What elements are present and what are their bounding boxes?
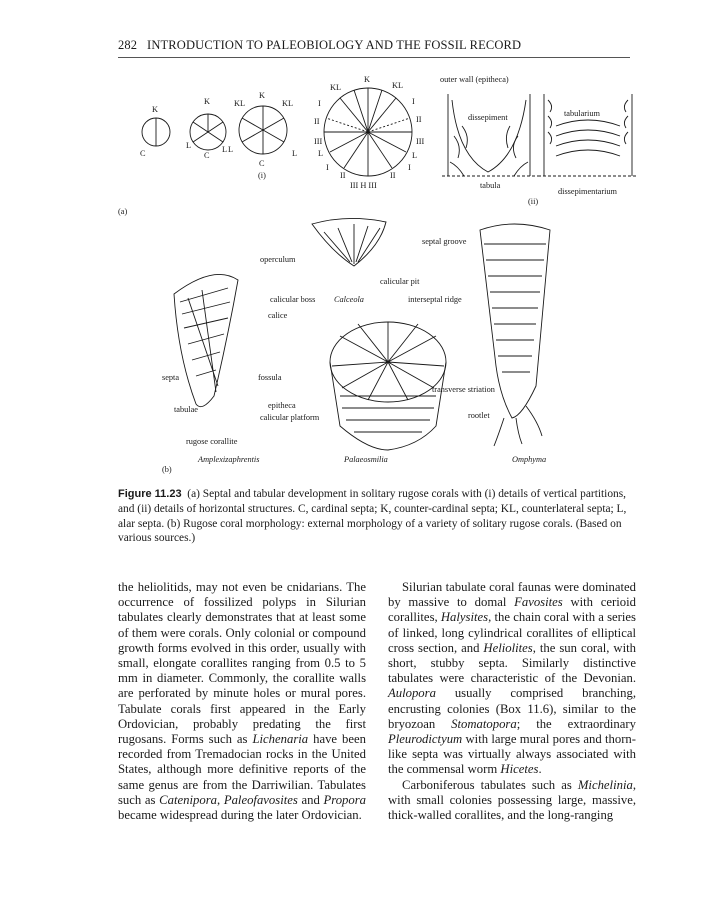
label-calicular-platform: calicular platform [260, 413, 320, 422]
section-tabularium [538, 94, 636, 176]
right-column [388, 580, 636, 823]
running-title: INTRODUCTION TO PALEOBIOLOGY AND THE FOSSIL RECORD [147, 38, 522, 52]
label-i-4c: I [326, 163, 329, 172]
septa-circle-1 [142, 118, 170, 146]
running-header [118, 38, 521, 53]
label-rugose-corallite: rugose corallite [186, 437, 238, 446]
label-operculum: operculum [260, 255, 296, 264]
label-epitheca: epitheca [268, 401, 296, 410]
label-tabula: tabula [480, 181, 501, 190]
label-rootlet: rootlet [468, 411, 490, 420]
label-k-3: K [259, 91, 265, 100]
caption-text: (a) Septal and tabular development in solitary rugose corals with (i) details of vertical partitions, and (ii) details of horizontal structures. C, cardinal septa; K, counter-cardinal septa; KL, counterlateral septa; L, alar septa. (b) Rugose coral morphology: external morphology of a variety of solitary rugose corals. (Based on various sources.) [118, 488, 627, 545]
label-dissepiment: dissepiment [468, 113, 508, 122]
figure-11-23 [118, 66, 638, 478]
label-calicular-pit: calicular pit [380, 277, 420, 286]
label-l-2: L [186, 141, 192, 150]
page-number: 282 [118, 38, 138, 52]
label-septa: septa [162, 373, 180, 382]
septa-circle-3 [239, 106, 287, 154]
label-i-4d: I [408, 163, 411, 172]
label-part-b: (b) [162, 465, 172, 474]
septa-circle-4 [324, 88, 412, 176]
label-calceola: Calceola [334, 295, 364, 304]
label-part-a: (a) [118, 207, 128, 216]
label-outer-wall: outer wall (epitheca) [440, 75, 509, 84]
label-kl-4a: KL [330, 83, 342, 92]
label-tabularium: tabularium [564, 109, 600, 118]
label-k-4: K [364, 75, 370, 84]
label-iii-4b: III [416, 137, 425, 146]
label-iii-4a: III [314, 137, 323, 146]
label-fossula: fossula [258, 373, 282, 382]
label-l-4a: L [318, 149, 324, 158]
label-palaeosmilia: Palaeosmilia [344, 455, 388, 464]
label-tabulae: tabulae [174, 405, 198, 414]
palaeosmilia-coral [330, 322, 446, 450]
label-calicular-boss: calicular boss [270, 295, 316, 304]
figure-number: Figure 11.23 [118, 488, 182, 500]
label-k-2: K [204, 97, 210, 106]
label-dissepimentarium: dissepimentarium [558, 187, 617, 196]
label-calice: calice [268, 311, 288, 320]
figure-illustration [118, 66, 638, 478]
section-dissepiment [442, 94, 538, 176]
label-ii-4c: II [340, 171, 346, 180]
label-sub-ii: (ii) [528, 197, 539, 206]
label-iii-h-iii: III H III [350, 181, 377, 190]
septa-circle-2 [190, 114, 226, 150]
omphyma-coral [480, 224, 550, 446]
label-l-3b: L [292, 149, 298, 158]
label-l-2b: L [222, 145, 228, 154]
label-amplexizaphrentis: Amplexizaphrentis [198, 455, 260, 464]
label-ii-4d: II [390, 171, 396, 180]
label-omphyma: Omphyma [512, 455, 547, 464]
label-septal-groove: septal groove [422, 237, 467, 246]
label-ii-4b: II [416, 115, 422, 124]
calceola-operculum [312, 218, 386, 266]
right-paragraph-2: Carboniferous tabulates such as Michelinia, with small colonies possessing large, massive, thick-walled corallites, and the long-ranging [388, 777, 636, 823]
left-column [118, 580, 366, 823]
label-transverse-striation: transverse striation [432, 385, 495, 394]
label-l-3a: L [228, 145, 234, 154]
label-kl-3a: KL [234, 99, 246, 108]
label-i-4a: I [318, 99, 321, 108]
label-c-2: C [204, 151, 210, 160]
right-paragraph-1: Silurian tabulate coral faunas were dominated by massive to domal Favosites with cerioid corallites, Halysites, the chain coral with a series of linked, long cylindrical corallites of elliptical cross section, and Heliolites, the sun coral, with short, stubby septa. Similarly distinctive tabulates were characteristic of the Devonian. Aulopora usually comprised branching, encrusting colonies (Box 11.6), similar to the bryozoan Stomatopora; the extraordinary Pleurodictyum with large mural pores and thorn-like septa was virtually always associated with the commensal worm Hicetes. [388, 580, 636, 777]
label-c-3: C [259, 159, 265, 168]
label-k-1: K [152, 105, 158, 114]
label-kl-4b: KL [392, 81, 404, 90]
label-c-1: C [140, 149, 146, 158]
figure-caption [118, 487, 634, 546]
label-ii-4a: II [314, 117, 320, 126]
label-i-4b: I [412, 97, 415, 106]
label-kl-3b: KL [282, 99, 294, 108]
left-paragraph: the heliolitids, may not even be cnidarians. The occurrence of fossilized polyps in Silurian tabulates clearly demonstrates that at least some of them were corals. Only colonial or compound growth forms evolved in this order, usually with small, elongate corallites ranging from 0.5 to 5 mm in diameter. Commonly, the corallite walls are perforated by minute holes or mural pores. Tabulate corals first appeared in the Early Ordovician, probably predating the first rugosans. Forms such as Lichenaria have been recorded from Tremadocian rocks in the United States, although more definitive reports of the same genus are from the Darriwilian. Tabulates such as Catenipora, Paleofavosites and Propora became widespread during the later Ordovician. [118, 580, 367, 823]
header-rule [118, 57, 630, 58]
amplexizaphrentis-coral [174, 274, 238, 406]
label-interseptal-ridge: interseptal ridge [408, 295, 462, 304]
label-l-4b: L [412, 151, 418, 160]
label-sub-i: (i) [258, 171, 266, 180]
